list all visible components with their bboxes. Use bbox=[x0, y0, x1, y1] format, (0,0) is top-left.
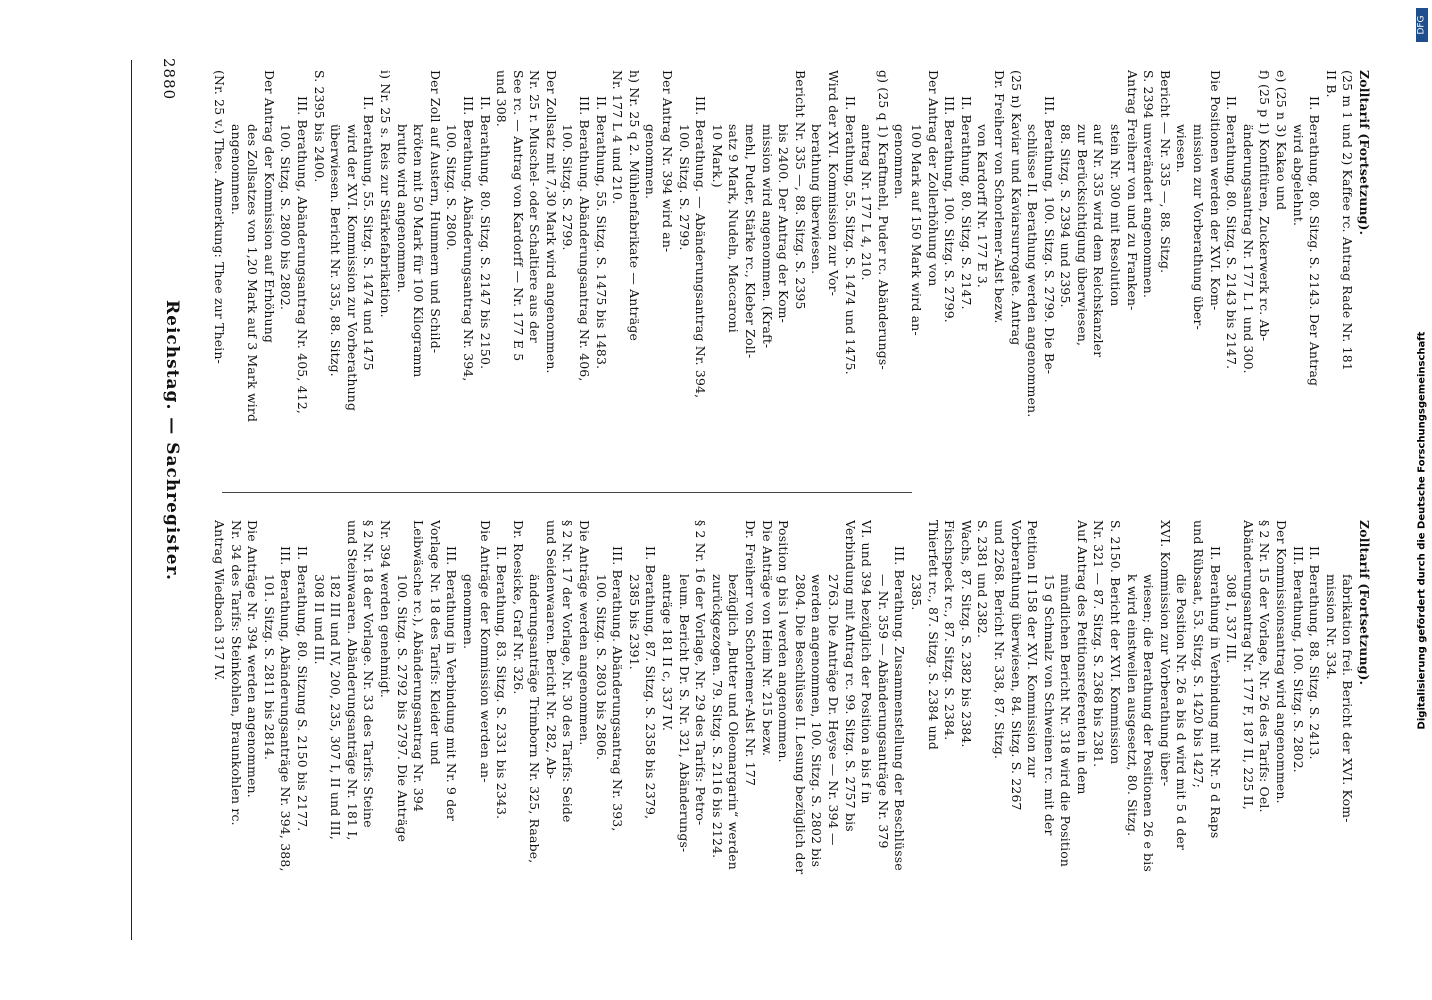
text-line: Bericht — Nr. 335 —, 88. Sitzg. bbox=[1157, 70, 1173, 274]
text-line: Antrag Wiedbach 317 IV. bbox=[212, 520, 228, 681]
text-line: und Rübsaat, 53. Sitzg. S. 1420 bis 1427; bbox=[1191, 520, 1207, 788]
text-line: II. Berathung, 80. Sitzg. S. 2147 bis 2150. bbox=[477, 96, 493, 370]
text-line: Vorberathung überwiesen, 84. Sitzg. S. 2267 bbox=[1008, 520, 1024, 811]
text-line: Thierfett rc., 87. Sitzg. S. 2384 und bbox=[925, 520, 941, 751]
text-line: mündlichen Bericht Nr. 318 wird die Position bbox=[1058, 574, 1074, 868]
text-line: e) (25 n 3) Kakao und bbox=[1274, 70, 1290, 211]
text-line: Nr. 25 r. Muschel- oder Schaltiere aus der bbox=[527, 70, 543, 343]
left-column bbox=[192, 70, 1372, 490]
text-line: 15 g Schmalz von Schweinen rc. mit der bbox=[1041, 574, 1057, 836]
text-line: II. Berathung, 83. Sitzg. S. 2331 bis 2343. bbox=[494, 546, 510, 820]
text-line: die Position Nr. 26 a bis d wird mit 5 d der bbox=[1174, 574, 1190, 851]
text-line: Leibwäsche rc.), Abänderungsantrag Nr. 394 bbox=[411, 520, 427, 813]
text-line: III. Berathung, 100. Sitzg. S. 2802. bbox=[1290, 546, 1306, 773]
text-line: 100. Sitzg. S. 2800. bbox=[444, 124, 460, 251]
text-line: Der Antrag der Zollerhöhung von bbox=[925, 70, 941, 287]
text-line: fabrikation frei. Bericht der XVI. Kom- bbox=[1340, 574, 1356, 823]
text-line: brutto wird angenommen. bbox=[394, 124, 410, 293]
text-line: Zolltarif (Fortsetzung). bbox=[1357, 520, 1372, 686]
text-line: Position g bis l werden angenommen. bbox=[776, 520, 792, 763]
text-line: zurückgezogen. 79. Sitzg. S. 2116 bis 2124. bbox=[709, 574, 725, 859]
text-line: II. Berathung in Verbindung mit Nr. 5 d Raps bbox=[1207, 546, 1223, 839]
text-line: k wird einstweilen ausgesetzt, 80. Sitzg. bbox=[1124, 574, 1140, 837]
text-line: Der Zoll auf Austern, Hummern und Schild- bbox=[427, 70, 443, 354]
text-line: Nr. 394 werden genehmigt. bbox=[377, 520, 393, 699]
text-line: wird der XVI. Kommission zur Vorberathung bbox=[344, 124, 360, 412]
text-line: von Kardorff Nr. 177 E 3. bbox=[975, 124, 991, 289]
text-line: § 2 Nr. 15 der Vorlage, Nr. 26 des Tarifs: Oel. bbox=[1257, 520, 1273, 813]
text-line: VI. und 394 bezüglich der Position a bis f in bbox=[859, 520, 875, 804]
text-line: wiesen. bbox=[1174, 124, 1190, 173]
text-line: III. Berathung, Abänderungsantrag Nr. 405, 412, bbox=[295, 96, 310, 415]
text-line: und Steinwaaren. Abänderungsanträge Nr. 181 I, bbox=[344, 520, 360, 841]
text-line: II. Berathung, 88. Sitzg. S. 2413. bbox=[1307, 546, 1323, 760]
text-line: 2804. Die Beschlüsse II. Lesung bezüglich der bbox=[792, 574, 808, 875]
dfg-logo: DFG bbox=[1416, 8, 1428, 42]
text-line: Die Anträge der Kommission werden an- bbox=[477, 520, 493, 783]
text-line: angenommen. bbox=[228, 124, 244, 216]
text-line: 2385 bis 2391. bbox=[626, 574, 642, 670]
column-divider bbox=[222, 492, 912, 493]
text-line: 308 II und III. bbox=[311, 574, 327, 665]
text-line: III. Berathung. — Abänderungsantrag Nr. 394, bbox=[693, 96, 709, 399]
text-line: des Zollsatzes von 1,20 Mark auf 3 Mark wird bbox=[245, 124, 261, 423]
text-line: II. Berathung, 80. Sitzg. S. 2143 bis 2147. bbox=[1224, 96, 1240, 370]
text-line: werden angenommen, 100. Sitzg. S. 2802 bis bbox=[809, 574, 825, 868]
text-line: Wird der XVI. Kommission zur Vor- bbox=[826, 70, 841, 297]
text-line: Nr. 321 — 87. Sitzg. S. 2368 bis 2381. bbox=[1091, 520, 1107, 768]
text-line: II. Berathung, 55. Sitzg. S. 1474 und 1475 bbox=[361, 96, 377, 371]
text-line: wird abgelehnt. bbox=[1290, 124, 1306, 227]
text-line: Dr. Freiherr von Schorlemer-Alst Nr. 177 bbox=[743, 520, 759, 787]
text-line: änderungsantrag Nr. 177 L 1 und 300. bbox=[1240, 124, 1256, 374]
text-line: III. Berathung. Abänderungsantrag Nr. 406, bbox=[577, 96, 593, 382]
text-line: II. Berathung, 55. Sitzg. S. 1475 bis 1483. bbox=[593, 96, 609, 370]
text-line: S. 2150. Bericht der XVI. Kommission bbox=[1108, 520, 1124, 765]
running-title: Reichstag. — Sachregister. bbox=[162, 300, 182, 581]
text-line: Wachs, 87. Sitzg. S. 2382 bis 2384. bbox=[958, 520, 974, 748]
text-line: II. Berathung, 80. Sitzg. S. 2147. bbox=[958, 96, 974, 310]
text-line: II. Berathung, 55. Sitzg. S. 1474 und 1475. bbox=[842, 96, 858, 375]
text-line: 100. Sitzg. S. 2803 bis 2806. bbox=[593, 574, 609, 761]
digitization-credit: Digitalisierung gefördert durch die Deutsche Forschungsgemeinschaft bbox=[1416, 331, 1428, 729]
page-number: 2880 bbox=[160, 58, 178, 101]
text-line: satz 9 Mark, Nudeln, Maccaroni bbox=[726, 124, 742, 333]
text-line: 88. Sitzg. S. 2394 und 2395. bbox=[1058, 124, 1074, 308]
text-line: zur Berücksichtigung überwiesen, bbox=[1074, 124, 1090, 347]
text-line: genommen. bbox=[892, 124, 908, 200]
text-line: III. Berathung, 100. Sitzg. S. 2799. Die Be- bbox=[1041, 96, 1057, 375]
text-line: Fischspeck rc., 87. Sitzg. S. 2384. bbox=[942, 520, 958, 741]
text-line: überwiesen. Bericht Nr. 335, 88. Sitzg. bbox=[328, 124, 344, 377]
text-line: III. Berathung, Abänderungsanträge Nr. 394, 388, bbox=[278, 546, 294, 872]
text-line: Petition II 158 der XVI. Kommission zur bbox=[1025, 520, 1041, 778]
text-line: 100. Sitzg. S. 2792 bis 2797. Die Anträge bbox=[394, 574, 410, 843]
text-line: leum. Bericht Dr. S. Nr. 321, Abänderungs- bbox=[676, 574, 692, 853]
text-line: 100. Sitzg. S. 2799. bbox=[560, 124, 576, 251]
text-line: h) Nr. 25 q 2. Mühlenfabrikate — Anträge bbox=[626, 70, 642, 342]
text-line: f) (25 p 1) Konfitüren, Zuckerwerk rc. Ab- bbox=[1257, 70, 1273, 342]
text-line: Auf Antrag des Petitionsreferenten in dem bbox=[1074, 520, 1090, 795]
text-line: anträge 181 II c, 337 IV. bbox=[660, 574, 676, 732]
text-line: S. 2381 und 2382. bbox=[975, 520, 991, 639]
text-line: und 308. bbox=[494, 70, 510, 128]
text-line: III. Berathung, 100. Sitzg. S. 2799. bbox=[942, 96, 958, 323]
text-line: III. Berathung. Abänderungsantrag Nr. 393, bbox=[610, 546, 626, 832]
text-line: mission Nr. 334. bbox=[1323, 574, 1339, 680]
text-line: bis 2400. Der Antrag der Kom- bbox=[776, 124, 792, 324]
text-line: Die Positionen werden der XVI. Kom- bbox=[1207, 70, 1223, 311]
text-line: 182 III und IV, 200, 235, 307 I, II und III, bbox=[328, 574, 344, 840]
text-line: — Nr. 359 — Abänderungsanträge Nr. 379 bbox=[875, 574, 891, 849]
text-line: § 2 Nr. 16 der Vorlage, Nr. 29 des Tarifs: Petro- bbox=[693, 520, 709, 826]
text-line: wiesen; die Berathung der Positionen 26 e bis bbox=[1141, 574, 1157, 872]
text-line: Antrag Freiherr von und zu Franken- bbox=[1124, 70, 1140, 311]
text-line: und Seidenwaaren. Bericht Nr. 282, Ab- bbox=[543, 520, 559, 779]
text-line: mission zur Vorberathung über- bbox=[1191, 124, 1207, 331]
text-line: Der Zollsatz mit 7,30 Mark wird angenommen. bbox=[543, 70, 559, 374]
text-line: Bericht Nr. 335 —, 88. Sitzg. S. 2395 bbox=[792, 70, 808, 310]
text-line: (25 n) Kaviar und Kaviarsurrogate. Antrag bbox=[1008, 70, 1024, 346]
text-line: III. Berathung. Zusammenstellung der Beschlüsse bbox=[892, 546, 908, 871]
text-line: änderungsanträge Trimborn Nr. 325, Raabe, bbox=[527, 574, 543, 864]
text-line: mehl, Puder, Stärke rc., Kleber Zoll- bbox=[743, 124, 759, 359]
text-line: Nr. 34 des Tarifs: Steinkohlen, Braunkohlen rc. bbox=[228, 520, 244, 826]
text-line: berathung überwiesen. bbox=[809, 124, 825, 275]
text-line: Zolltarif (Fortsetzung). bbox=[1357, 70, 1372, 236]
text-line: Vorlage Nr. 18 des Tarifs: Kleider und bbox=[427, 520, 443, 766]
text-line: schlüsse II. Berathung werden angenommen. bbox=[1025, 124, 1041, 418]
text-line: auf Nr. 335 wird dem Reichskanzler bbox=[1091, 124, 1107, 358]
text-line: (Nr. 25 v.) Thee. Anmerkung: Thee zur Thein- bbox=[212, 70, 228, 365]
text-line: Der Antrag Nr. 394 wird an- bbox=[660, 70, 676, 253]
text-line: 100 Mark auf 150 Mark wird an- bbox=[908, 124, 924, 336]
text-line: i) Nr. 25 s. Reis zur Stärkefabrikation. bbox=[377, 70, 393, 318]
text-line: § 2 Nr. 18 der Vorlage. Nr. 33 des Tarifs: Steine bbox=[361, 520, 377, 828]
text-line: S. 2395 bis 2400. bbox=[311, 70, 327, 183]
text-line: Nr. 177 L 4 und 210. bbox=[610, 70, 626, 205]
text-line: S. 2394 unverändert angenommen. bbox=[1141, 70, 1157, 299]
text-line: und 2268. Bericht Nr. 338, 87. Sitzg. bbox=[991, 520, 1007, 760]
text-line: Verbindung mit Antrag rc. 99. Sitzg. S. 2757 bis bbox=[842, 520, 858, 832]
text-line: antrag Nr. 177 L 4, 210. bbox=[859, 124, 875, 281]
text-line: Abänderungsantrag Nr. 177 F, 187 II, 225 II, bbox=[1240, 520, 1256, 810]
text-line: mission wird angenommen. (Kraft- bbox=[759, 124, 775, 349]
text-line: 10 Mark.) bbox=[709, 124, 725, 188]
text-line: XVI. Kommission zur Vorberathung über- bbox=[1157, 520, 1173, 787]
header-rule bbox=[131, 60, 132, 940]
text-line: Der Kommissionsantrag wird angenommen. bbox=[1274, 520, 1290, 804]
text-line: See rc. — Antrag von Kardorff — Nr. 177 E 5 bbox=[510, 70, 526, 362]
text-line: stein Nr. 300 mit Resolution bbox=[1108, 124, 1124, 307]
text-line: III. Berathung in Verbindung mit Nr. 9 der bbox=[444, 546, 460, 822]
text-line: 2763. Die Anträge Dr. Heyse — Nr. 394 — bbox=[826, 574, 841, 846]
text-line: Die Anträge von Heim Nr. 215 bezw. bbox=[759, 520, 775, 757]
text-line: Der Antrag der Kommission auf Erhöhung bbox=[261, 70, 277, 344]
text-line: II. Berathung, 80. Sitzung S. 2150 bis 2177. bbox=[295, 546, 310, 832]
text-line: (25 m 1 und 2) Kaffee rc. Antrag Rade Nr. 181 bbox=[1340, 70, 1356, 371]
text-line: II. Berathung, 80. Sitzg. S. 2143. Der Antrag bbox=[1307, 96, 1323, 387]
right-column bbox=[192, 520, 1372, 940]
text-line: Dr. Roesicke, Graf Nr. 326. bbox=[510, 520, 526, 695]
text-line: 2385. bbox=[908, 574, 924, 611]
text-line: Dr. Freiherr von Schorlemer-Alst bezw. bbox=[991, 70, 1007, 324]
text-line: 308 I, 337 III. bbox=[1224, 574, 1240, 664]
text-line: § 2 Nr. 17 der Vorlage, Nr. 30 des Tarifs: Seide bbox=[560, 520, 576, 823]
text-line: genommen. bbox=[643, 124, 659, 200]
text-line: II. Berathung, 87. Sitzg. S. 2358 bis 2379, bbox=[643, 546, 659, 820]
page-header bbox=[42, 0, 192, 1000]
text-line: 100. Sitzg. S. 2799. bbox=[676, 124, 692, 251]
text-line: kröten mit 50 Mark für 100 Kilogramm bbox=[411, 124, 427, 378]
text-line: III. Berathung. Abänderungsantrag Nr. 394, bbox=[460, 96, 476, 382]
text-line: genommen. bbox=[460, 574, 476, 650]
text-line: 100. Sitzg. S. 2800 bis 2802. bbox=[278, 124, 294, 311]
text-line: bezüglich „Butter und Oleomargarin“ werden bbox=[726, 574, 742, 870]
text-line: Die Anträge Nr. 394 werden angenommen. bbox=[245, 520, 261, 798]
text-line: g) (25 q 1) Kraftmehl, Puder rc. Abänderungs- bbox=[875, 70, 891, 370]
text-line: II B. bbox=[1323, 70, 1339, 98]
text-line: Die Anträge werden angenommen. bbox=[577, 520, 593, 746]
text-line: 101. Sitzg. S. 2811 bis 2814. bbox=[261, 574, 277, 761]
